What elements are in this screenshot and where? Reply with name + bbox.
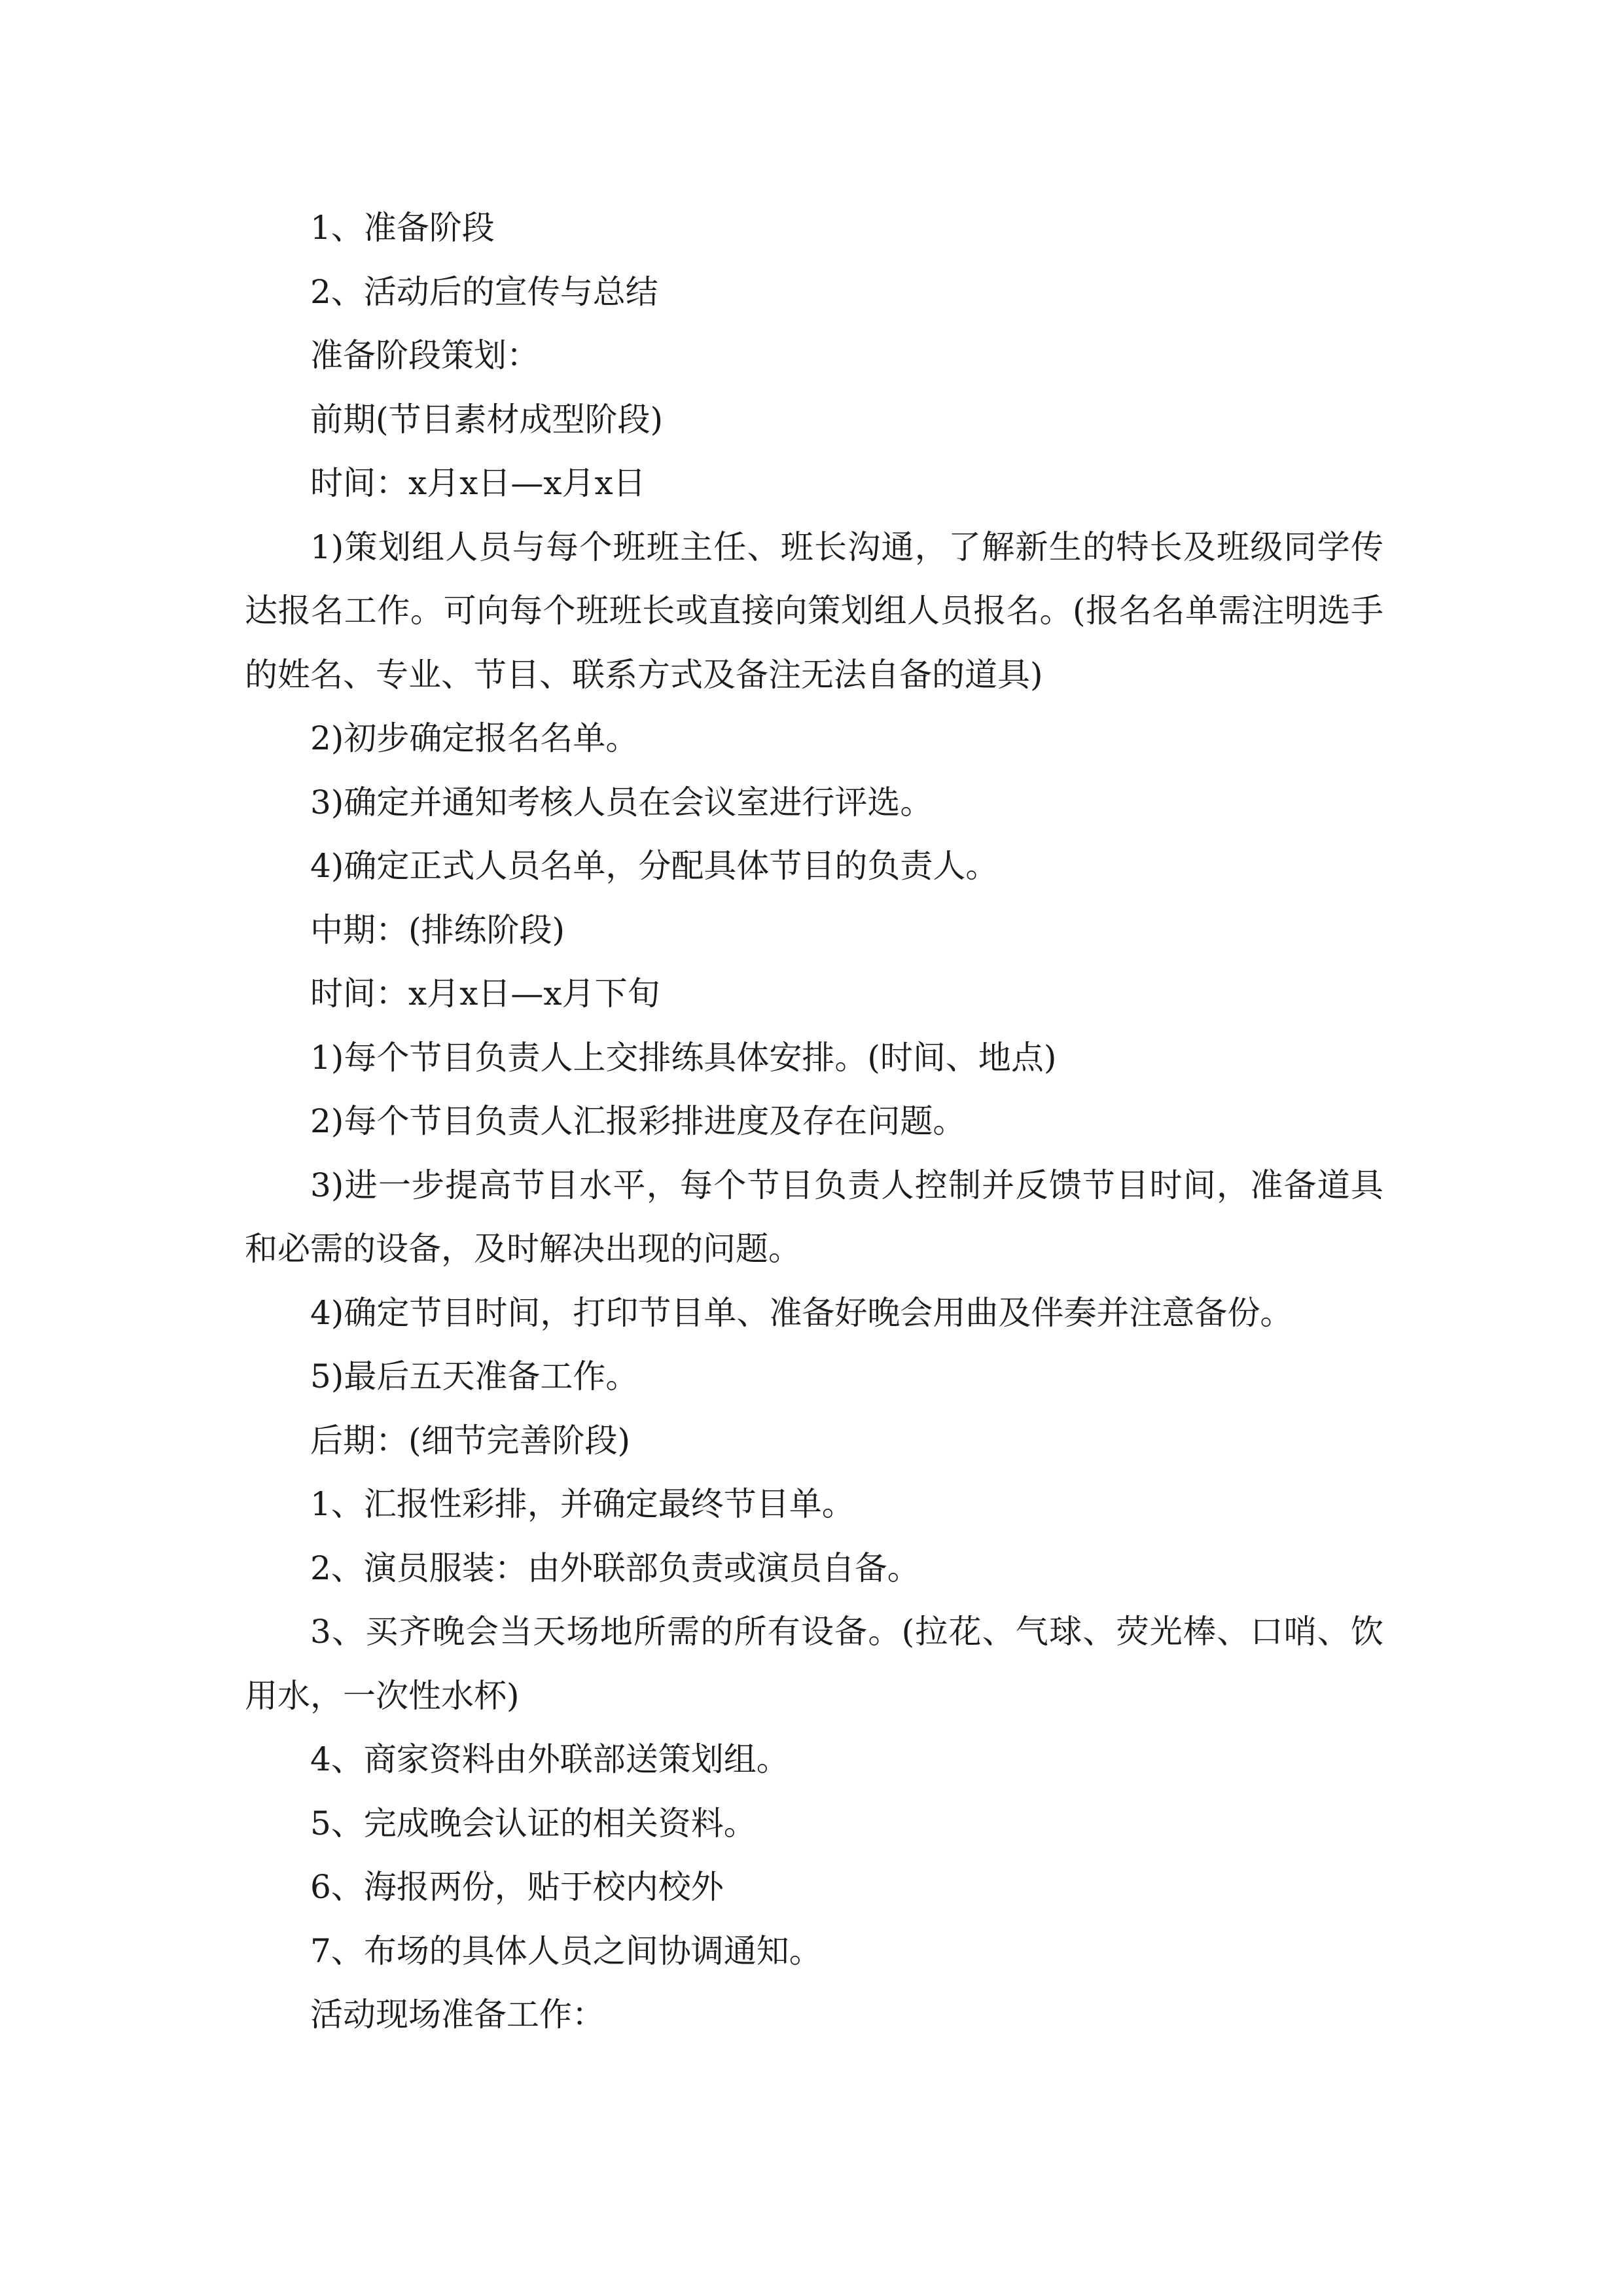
paragraph-late-item-2: 2、演员服装：由外联部负责或演员自备。 <box>310 1549 920 1587</box>
paragraph-mid-phase-heading: 中期：(排练阶段) <box>310 910 565 949</box>
paragraph-mid-item-4: 4)确定节目时间，打印节目单、准备好晚会用曲及伴奏并注意备份。 <box>310 1293 1293 1332</box>
paragraph-late-item-4: 4、商家资料由外联部送策划组。 <box>310 1740 789 1778</box>
paragraph-mid-item-3: 3)进一步提高节目水平，每个节目负责人控制并反馈节目时间，准备道具和必需的设备，及时解决出现的问题。 <box>245 1166 1383 1268</box>
paragraph-early-phase-time: 时间：x月x日—x月x日 <box>310 464 646 502</box>
paragraph-early-item-3: 3)确定并通知考核人员在会议室进行评选。 <box>310 783 933 821</box>
paragraph-late-item-1: 1、汇报性彩排，并确定最终节目单。 <box>310 1485 855 1523</box>
paragraph-late-item-6: 6、海报两份，贴于校内校外 <box>310 1868 724 1906</box>
paragraph-late-item-5: 5、完成晚会认证的相关资料。 <box>310 1804 757 1842</box>
paragraph-post-event-summary: 2、活动后的宣传与总结 <box>310 272 658 311</box>
paragraph-mid-item-5: 5)最后五天准备工作。 <box>310 1357 639 1395</box>
paragraph-early-item-4: 4)确定正式人员名单，分配具体节目的负责人。 <box>310 847 999 885</box>
paragraph-late-phase-heading: 后期：(细节完善阶段) <box>310 1421 631 1460</box>
paragraph-prep-plan-heading: 准备阶段策划： <box>310 336 539 374</box>
paragraph-mid-item-1: 1)每个节目负责人上交排练具体安排。(时间、地点) <box>310 1038 1057 1077</box>
paragraph-early-phase-heading: 前期(节目素材成型阶段) <box>310 400 664 439</box>
paragraph-early-item-2: 2)初步确定报名名单。 <box>310 719 639 757</box>
paragraph-mid-phase-time: 时间：x月x日—x月下旬 <box>310 975 660 1013</box>
document-body <box>245 196 1383 2047</box>
paragraph-mid-item-2: 2)每个节目负责人汇报彩排进度及存在问题。 <box>310 1102 966 1140</box>
paragraph-onsite-prep-heading: 活动现场准备工作： <box>310 1996 605 2034</box>
paragraph-late-item-7: 7、布场的具体人员之间协调通知。 <box>310 1931 822 1970</box>
paragraph-late-item-3: 3、买齐晚会当天场地所需的所有设备。(拉花、气球、荧光棒、口哨、饮用水，一次性水杯) <box>245 1613 1383 1715</box>
paragraph-early-item-1: 1)策划组人员与每个班班主任、班长沟通，了解新生的特长及班级同学传达报名工作。可向每个班班长或直接向策划组人员报名。(报名名单需注明选手的姓名、专业、节目、联系方式及备注无法自备的道具) <box>245 528 1383 694</box>
paragraph-prep-stage: 1、准备阶段 <box>310 209 495 247</box>
